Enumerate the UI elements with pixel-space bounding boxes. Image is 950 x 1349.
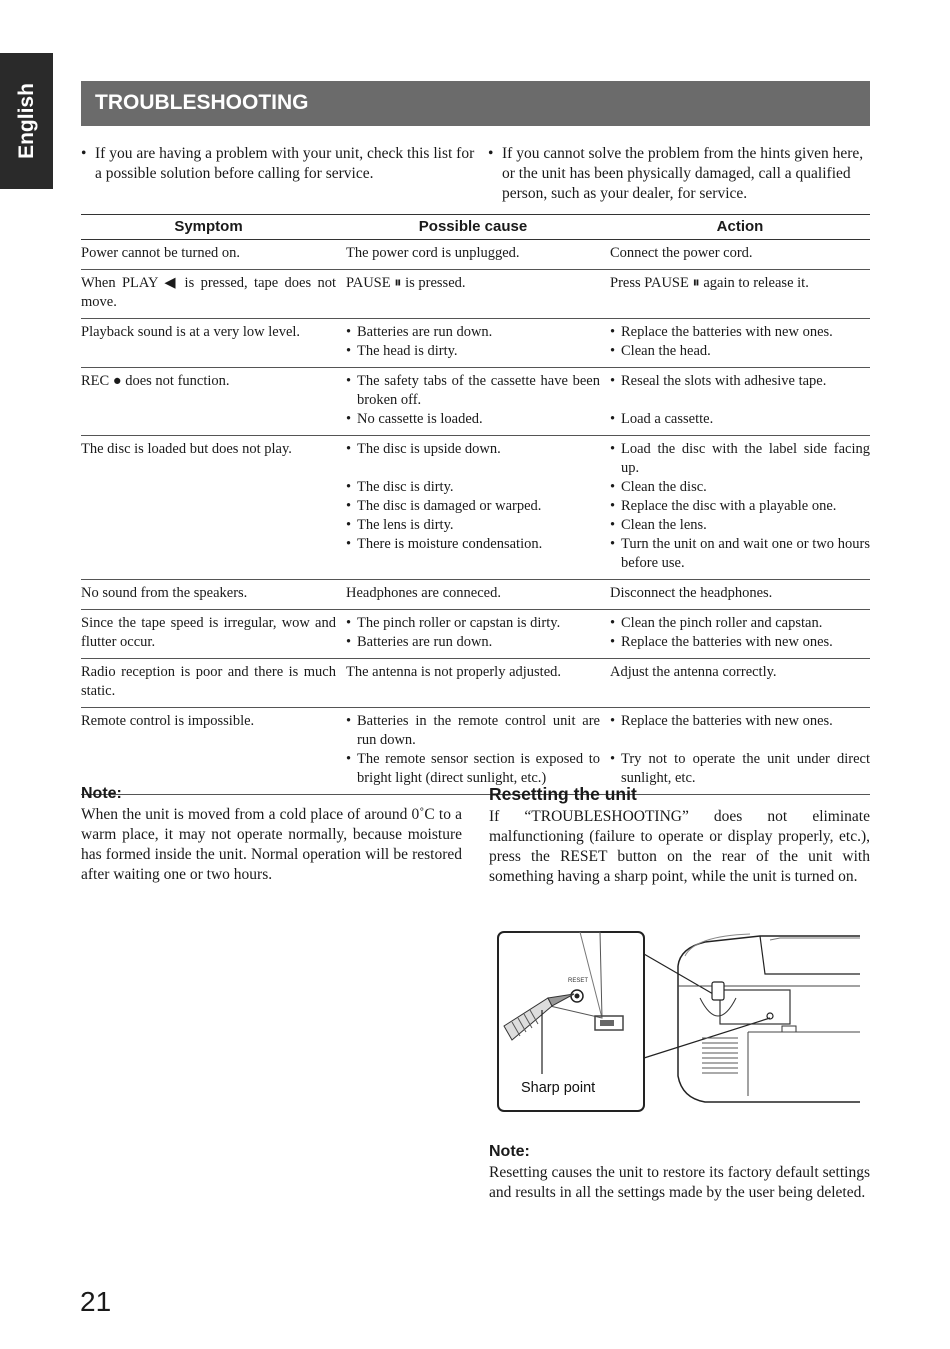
cause-cell-line: • Batteries are run down. bbox=[346, 633, 600, 652]
table-row bbox=[81, 270, 870, 319]
action-cell bbox=[610, 240, 870, 270]
cause-cell-line: PAUSE ⏸ is pressed. bbox=[346, 275, 466, 291]
intro-bullet-1: • If you are having a problem with your unit, check this list for a possible solution before calling for service. bbox=[81, 144, 476, 184]
reset-text: If “TROUBLESHOOTING” does not eliminate malfunctioning (failure to operate or display properly, etc.), press the RESET button on the rear of the unit with something having a sharp point, while the unit is turned on. bbox=[489, 808, 870, 885]
cause-cell bbox=[346, 580, 610, 610]
cause-cell-line: • The disc is dirty. bbox=[346, 478, 600, 497]
action-cell bbox=[610, 368, 870, 436]
symptom-cell: Radio reception is poor and there is much static. bbox=[81, 659, 346, 708]
cause-cell-line: The antenna is not properly adjusted. bbox=[346, 664, 562, 680]
cause-cell-line: • Batteries are run down. bbox=[346, 323, 600, 342]
symptom-cell: Playback sound is at a very low level. bbox=[81, 319, 346, 368]
intro-bullet-2: • If you cannot solve the problem from the hints given here, or the unit has been physically damaged, call a qualified person, such as your dealer, for service. bbox=[488, 144, 870, 204]
action-cell-line: • Load the disc with the label side facing up. bbox=[610, 440, 870, 478]
action-cell-line: Disconnect the headphones. bbox=[610, 585, 773, 601]
symptom-cell: When PLAY ◀ is pressed, tape does not move. bbox=[81, 270, 346, 319]
action-cell-line: • Reseal the slots with adhesive tape. bbox=[610, 372, 870, 391]
cause-cell bbox=[346, 708, 610, 795]
action-cell bbox=[610, 319, 870, 368]
action-cell-line: • Replace the batteries with new ones. bbox=[610, 633, 870, 652]
action-cell-line: • Clean the lens. bbox=[610, 516, 870, 535]
cause-cell-line: • The head is dirty. bbox=[346, 342, 600, 361]
table-row bbox=[81, 610, 870, 659]
note-heading: Note: bbox=[81, 785, 122, 802]
action-cell-line: • Try not to operate the unit under direct sunlight, etc. bbox=[610, 750, 870, 788]
action-cell-line: Connect the power cord. bbox=[610, 245, 753, 261]
section-title: TROUBLESHOOTING bbox=[95, 91, 309, 114]
symptom-cell: The disc is loaded but does not play. bbox=[81, 436, 346, 580]
cause-cell bbox=[346, 610, 610, 659]
header-action: Action bbox=[610, 214, 870, 240]
page-number: 21 bbox=[80, 1286, 112, 1317]
header-symptom: Symptom bbox=[81, 214, 346, 240]
language-tab-label: English bbox=[14, 83, 38, 159]
action-cell bbox=[610, 580, 870, 610]
action-cell-line: • Clean the head. bbox=[610, 342, 870, 361]
cause-cell-line: • The safety tabs of the cassette have been broken off. bbox=[346, 372, 600, 410]
table-row bbox=[81, 580, 870, 610]
reset-note-text: Resetting causes the unit to restore its factory default settings and results in all the settings made by the user being deleted. bbox=[489, 1164, 870, 1201]
action-cell bbox=[610, 708, 870, 795]
cause-cell bbox=[346, 436, 610, 580]
action-cell-line: • Turn the unit on and wait one or two hours before use. bbox=[610, 535, 870, 573]
cause-cell-line: • There is moisture condensation. bbox=[346, 535, 600, 554]
cause-cell bbox=[346, 240, 610, 270]
note-text: When the unit is moved from a cold place of around 0˚C to a warm place, it may not operate normally, because moisture has formed inside the unit. Normal operation will be restored after waiting one or two hours. bbox=[81, 806, 462, 883]
action-cell bbox=[610, 610, 870, 659]
section-title-bar bbox=[81, 81, 870, 126]
cause-cell bbox=[346, 270, 610, 319]
table-body bbox=[81, 240, 870, 795]
action-cell-line: • Replace the batteries with new ones. bbox=[610, 323, 870, 342]
reset-illustration bbox=[490, 926, 870, 1116]
header-cause: Possible cause bbox=[346, 214, 610, 240]
action-cell bbox=[610, 659, 870, 708]
action-cell-line: Adjust the antenna correctly. bbox=[610, 664, 777, 680]
reset-label: RESET bbox=[568, 978, 589, 984]
action-cell-line: • Replace the disc with a playable one. bbox=[610, 497, 870, 516]
symptom-cell: Since the tape speed is irregular, wow and flutter occur. bbox=[81, 610, 346, 659]
table-row bbox=[81, 240, 870, 270]
action-cell-line: Press PAUSE ⏸ again to release it. bbox=[610, 275, 809, 291]
cause-cell-line: • No cassette is loaded. bbox=[346, 410, 600, 429]
action-cell-line: • Load a cassette. bbox=[610, 410, 870, 429]
language-tab bbox=[0, 53, 53, 189]
table-row bbox=[81, 708, 870, 795]
reset-note-heading: Note: bbox=[489, 1143, 530, 1160]
troubleshooting-table bbox=[81, 214, 870, 795]
symptom-cell: Power cannot be turned on. bbox=[81, 240, 346, 270]
sharp-point-caption: Sharp point bbox=[521, 1080, 596, 1096]
symptom-cell: REC ● does not function. bbox=[81, 368, 346, 436]
symptom-cell: Remote control is impossible. bbox=[81, 708, 346, 795]
table-row bbox=[81, 368, 870, 436]
cause-cell-line: • The lens is dirty. bbox=[346, 516, 600, 535]
cause-cell bbox=[346, 319, 610, 368]
cause-cell bbox=[346, 659, 610, 708]
action-cell-line: • Clean the pinch roller and capstan. bbox=[610, 614, 870, 633]
table-row bbox=[81, 659, 870, 708]
action-cell bbox=[610, 436, 870, 580]
action-cell-line: • Clean the disc. bbox=[610, 478, 870, 497]
cause-cell-line: • The disc is upside down. bbox=[346, 440, 600, 459]
table-row bbox=[81, 319, 870, 368]
table-header-row bbox=[81, 214, 870, 240]
reset-heading: Resetting the unit bbox=[489, 784, 637, 804]
cause-cell-line: • Batteries in the remote control unit are run down. bbox=[346, 712, 600, 750]
symptom-cell: No sound from the speakers. bbox=[81, 580, 346, 610]
table-row bbox=[81, 436, 870, 580]
cause-cell-line: • The disc is damaged or warped. bbox=[346, 497, 600, 516]
action-cell bbox=[610, 270, 870, 319]
cause-cell bbox=[346, 368, 610, 436]
cause-cell-line: • The remote sensor section is exposed to bright light (direct sunlight, etc.) bbox=[346, 750, 600, 788]
cause-cell-line: • The pinch roller or capstan is dirty. bbox=[346, 614, 600, 633]
cause-cell-line: The power cord is unplugged. bbox=[346, 245, 520, 261]
cause-cell-line: Headphones are conneced. bbox=[346, 585, 501, 601]
action-cell-line: • Replace the batteries with new ones. bbox=[610, 712, 870, 731]
